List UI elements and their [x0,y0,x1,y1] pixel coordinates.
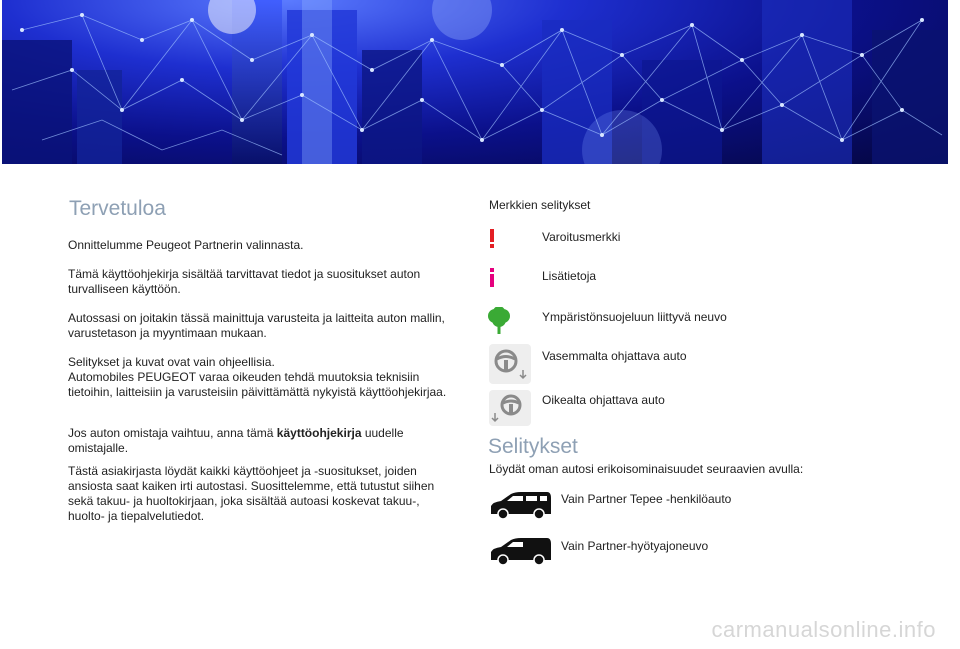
legend-label-rhd: Oikealta ohjattava auto [542,393,665,407]
right-hand-drive-icon [489,390,531,426]
text-line: ansiosta saat kaiken irti autostasi. Suosittelemme, että tutustut siihen [68,479,435,493]
hero-banner-image [2,0,948,164]
text-line: Autossasi on joitakin tässä mainittuja varusteita ja laitteita auton mallin, [68,311,445,325]
paragraph-equipment [68,311,445,341]
warning-icon [487,229,497,249]
paragraph-document-info [68,464,434,524]
text-line: Selitykset ja kuvat ovat vain ohjeellisia. [68,355,275,369]
info-icon [487,268,497,288]
section-intro: Löydät oman autosi erikoisominaisuudet seuraavien avulla: [489,462,804,476]
legend-label-tree: Ympäristönsuojeluun liittyvä neuvo [542,310,727,324]
paragraph-disclaimer [68,355,446,400]
text-line: turvalliseen käyttöön. [68,282,181,296]
text-line: varustetason ja myyntimaan mukaan. [68,326,267,340]
paragraph-contents [68,267,420,297]
passenger-car-icon [489,490,553,520]
legend-label-lhd: Vasemmalta ohjattava auto [542,349,687,363]
left-hand-drive-icon [489,344,531,384]
text-line: sekä takuu- ja huoltokirjaan, joka sisältää autoasi koskevat takuu-, [68,494,420,508]
watermark: carmanualsonline.info [711,617,936,642]
text-line: Automobiles PEUGEOT varaa oikeuden tehdä muutoksia teknisiin [68,370,420,384]
bold-term: käyttöohjekirja [276,426,362,440]
tree-icon [487,307,511,335]
paragraph-owner-change [68,426,404,456]
text-line: Tästä asiakirjasta löydät kaikki käyttöohjeet ja -suositukset, joiden [68,464,417,478]
section-title: Selitykset [488,435,578,458]
text-line: huolto- ja tiepalvelutiedot. [68,509,205,523]
page-title: Tervetuloa [69,197,166,220]
text-line: Tämä käyttöohjekirja sisältää tarvittavat tiedot ja suositukset auton [68,267,421,281]
legend-title: Merkkien selitykset [489,198,591,212]
intro-paragraph: Onnittelumme Peugeot Partnerin valinnasta. [68,238,304,252]
vehicle-label-van: Vain Partner-hyötyajoneuvo [561,539,709,553]
text-line: omistajalle. [68,441,129,455]
text-line [68,426,404,441]
text-segment: Jos auton omistaja vaihtuu, anna tämä [68,426,277,440]
legend-label-warning: Varoitusmerkki [542,230,621,244]
van-icon [489,536,553,566]
vehicle-label-passenger: Vain Partner Tepee -henkilöauto [561,492,732,506]
text-segment: uudelle [361,426,404,440]
legend-label-info: Lisätietoja [542,269,597,283]
text-line: tietoihin, laitteisiin ja varusteisiin päivittämättä nykyistä käyttöohjekirjaa. [68,385,447,399]
